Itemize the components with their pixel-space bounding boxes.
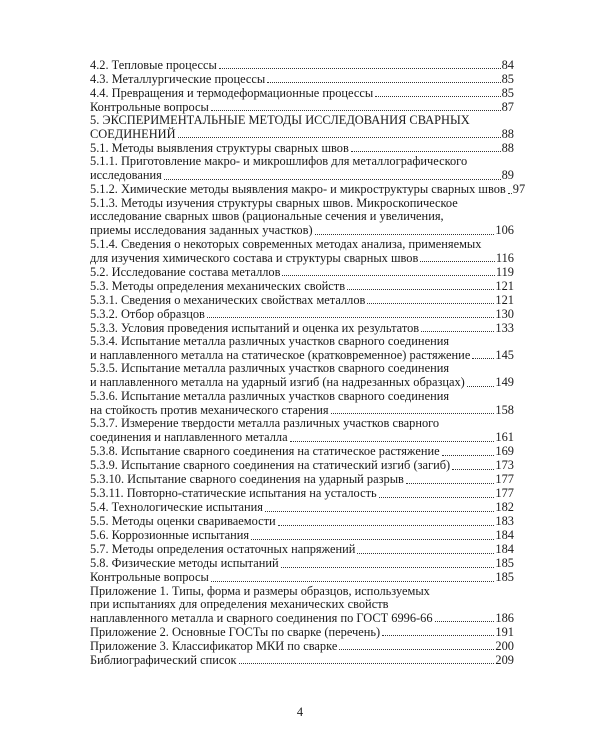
toc-entry[interactable] [90, 100, 514, 114]
toc-page-number: 106 [495, 223, 514, 238]
toc-entry[interactable] [90, 72, 514, 86]
toc-entry-text: соединения и наплавленного металла [90, 430, 288, 445]
dot-leader [435, 611, 495, 622]
dot-leader [347, 279, 494, 290]
toc-entry-text: Библиографический список [90, 653, 237, 668]
toc-page-number: 158 [495, 402, 514, 417]
dot-leader [251, 529, 494, 540]
toc-entry-text: 5.6. Коррозионные испытания [90, 528, 250, 543]
toc-entry[interactable] [90, 459, 514, 473]
toc-entry-text: приемы исследования заданных участков) [90, 223, 313, 238]
toc-entry-text: Приложение 2. Основные ГОСТы по сварке (перечень) [90, 625, 381, 640]
toc-entry-text: 5.3.9. Испытание сварного соединения на статический изгиб (загиб) [90, 458, 451, 473]
dot-leader [315, 224, 495, 235]
toc-page-number: 121 [495, 292, 514, 307]
toc-entry-text: 5. ЭКСПЕРИМЕНТАЛЬНЫЕ МЕТОДЫ ИССЛЕДОВАНИЯ СВАРНЫХ [90, 114, 470, 127]
toc-entry-text: наплавленного металла и сварного соединения по ГОСТ 6996-66 [90, 611, 433, 626]
toc-entry-text: при испытаниях для определения механических свойств [90, 598, 389, 612]
dot-leader [219, 58, 501, 69]
toc-page-number: 185 [495, 570, 514, 585]
dot-leader [239, 653, 495, 664]
toc-entry-text: 5.1.1. Приготовление макро- и микрошлифов для металлографического [90, 155, 468, 169]
toc-entry[interactable] [90, 335, 514, 362]
toc-page-number: 88 [501, 141, 514, 155]
toc-entry-text: 5.1.3. Методы изучения структуры сварных швов. Микроскопическое [90, 196, 458, 210]
toc-page-number: 177 [495, 486, 514, 501]
toc-entry-text: 5.2. Исследование состава металлов [90, 264, 281, 279]
toc-entry-text: и наплавленного металла на ударный изгиб (на надрезанных образцах) [90, 375, 465, 390]
toc-entry-text: 5.7. Методы определения остаточных напряжений [90, 542, 356, 557]
toc-page-number: 87 [501, 99, 514, 114]
toc-page-number: 169 [495, 444, 514, 459]
toc-entry-text: 5.8. Физические методы испытаний [90, 556, 279, 571]
toc-entry-text: 5.1.2. Химические методы выявления макро- и микроструктуры сварных швов [90, 182, 506, 197]
toc-page-number: 97 [512, 182, 526, 197]
dot-leader [339, 639, 494, 650]
dot-leader [357, 543, 494, 554]
toc-page-number: 149 [495, 375, 514, 390]
toc-entry-text: 5.3.5. Испытание металла различных участков сварного соединения [90, 362, 450, 376]
toc-entry[interactable] [90, 114, 514, 141]
dot-leader [420, 251, 495, 262]
toc-entry[interactable] [90, 307, 514, 321]
toc-entry[interactable] [90, 293, 514, 307]
toc-entry[interactable] [90, 473, 514, 487]
toc-entry[interactable] [90, 417, 514, 444]
toc-page-number: 200 [495, 639, 514, 654]
toc-entry-text: 4.3. Металлургические процессы [90, 71, 266, 86]
toc-entry[interactable] [90, 515, 514, 529]
toc-page-number: 184 [495, 542, 514, 557]
dot-leader [211, 100, 501, 111]
table-of-contents [90, 57, 526, 668]
toc-entry-text: 5.3.10. Испытание сварного соединения на ударный разрыв [90, 472, 404, 487]
dot-leader [351, 141, 501, 152]
dot-leader [382, 625, 494, 636]
dot-leader [207, 307, 495, 318]
toc-entry-text: для изучения химического состава и структуры сварных швов [90, 250, 419, 265]
toc-entry[interactable] [90, 445, 514, 459]
toc-page-number: 145 [495, 348, 514, 363]
dot-leader [331, 403, 495, 414]
toc-entry[interactable] [90, 238, 514, 265]
toc-entry[interactable] [90, 529, 514, 543]
toc-entry-text: 5.1.4. Сведения о некоторых современных методах анализа, применяемых [90, 237, 482, 251]
toc-entry[interactable] [90, 487, 514, 501]
toc-entry-text: 5.5. Методы оценки свариваемости [90, 514, 276, 529]
dot-leader [267, 72, 500, 83]
dot-leader [164, 169, 501, 180]
toc-page-number: 121 [495, 278, 514, 293]
dot-leader [290, 431, 495, 442]
toc-entry[interactable] [90, 501, 514, 515]
toc-entry-text: 5.3.3. Условия проведения испытаний и оценка их результатов [90, 320, 420, 335]
page-number: 4 [296, 705, 304, 719]
toc-entry[interactable] [90, 362, 514, 389]
toc-entry-text: 5.1. Методы выявления структуры сварных швов [90, 141, 349, 155]
toc-page-number: 130 [495, 306, 514, 321]
toc-page-number: 183 [495, 514, 514, 529]
toc-entry[interactable] [90, 86, 514, 100]
dot-leader [442, 445, 495, 456]
toc-entry[interactable] [90, 155, 514, 182]
toc-entry[interactable] [90, 585, 514, 626]
toc-entry-text: исследование сварных швов (рациональные сечения и увеличения, [90, 210, 444, 224]
toc-page-number: 191 [495, 625, 514, 640]
toc-entry[interactable] [90, 639, 514, 653]
toc-page-number: 182 [495, 500, 514, 515]
toc-entry[interactable] [90, 197, 514, 238]
toc-entry-text: Приложение 3. Классификатор МКИ по сварке [90, 639, 338, 654]
dot-leader [406, 473, 495, 484]
toc-entry-text: 5.3.8. Испытание сварного соединения на статическое растяжение [90, 444, 440, 459]
toc-entry-text: СОЕДИНЕНИЙ [90, 127, 176, 141]
dot-leader [467, 376, 495, 387]
toc-entry[interactable] [90, 141, 514, 155]
toc-page-number: 173 [495, 458, 514, 473]
dot-leader [282, 265, 494, 276]
toc-entry-text: и наплавленного металла на статическое (кратковременное) растяжение [90, 348, 471, 363]
dot-leader [367, 293, 494, 304]
toc-page-number: 184 [495, 528, 514, 543]
dot-leader [211, 571, 495, 582]
toc-entry[interactable] [90, 543, 514, 557]
dot-leader [278, 515, 495, 526]
dot-leader [452, 459, 494, 470]
toc-page-number: 85 [501, 85, 514, 100]
dot-leader [375, 86, 500, 97]
toc-page-number: 84 [501, 57, 514, 72]
dot-leader [265, 501, 494, 512]
toc-entry-text: 5.4. Технологические испытания [90, 500, 263, 515]
toc-page-number: 161 [495, 430, 514, 445]
toc-page-number: 186 [495, 611, 514, 626]
toc-entry-text: на стойкость против механического старения [90, 402, 329, 417]
dot-leader [508, 183, 512, 194]
toc-entry-text: исследования [90, 168, 162, 183]
toc-entry[interactable] [90, 58, 514, 72]
toc-entry[interactable] [90, 390, 514, 417]
toc-entry-text: 5.3.6. Испытание металла различных участков сварного соединения [90, 389, 450, 403]
dot-leader [421, 321, 494, 332]
dot-leader [472, 348, 494, 359]
toc-entry[interactable] [90, 265, 514, 279]
toc-entry-text: 5.3.1. Сведения о механических свойствах металлов [90, 292, 366, 307]
toc-entry-text: Контрольные вопросы [90, 570, 209, 585]
toc-entry[interactable] [90, 321, 514, 335]
toc-page-number: 116 [495, 250, 514, 265]
toc-entry-text: 5.3.11. Повторно-статические испытания на усталость [90, 486, 377, 501]
toc-page-number: 209 [495, 653, 514, 668]
toc-entry[interactable] [90, 557, 514, 571]
toc-entry[interactable] [90, 625, 514, 639]
dot-leader [379, 487, 495, 498]
dot-leader [178, 127, 501, 138]
toc-page-number: 85 [501, 71, 514, 86]
toc-entry[interactable] [90, 279, 514, 293]
toc-entry-text: 4.2. Тепловые процессы [90, 57, 217, 72]
toc-page-number: 177 [495, 472, 514, 487]
toc-entry[interactable] [90, 653, 514, 667]
toc-page-number: 88 [501, 127, 514, 141]
toc-page-number: 119 [495, 264, 514, 279]
toc-entry[interactable] [90, 182, 526, 197]
toc-page-number: 89 [501, 168, 514, 183]
toc-entry-text: 5.3.4. Испытание металла различных участков сварного соединения [90, 335, 450, 349]
toc-entry-text: Приложение 1. Типы, форма и размеры образцов, используемых [90, 584, 430, 598]
toc-page-number: 185 [495, 556, 514, 571]
toc-entry[interactable] [90, 571, 514, 585]
toc-entry-text: 5.3.2. Отбор образцов [90, 306, 205, 321]
dot-leader [281, 557, 495, 568]
toc-page-number: 133 [495, 320, 514, 335]
toc-entry-text: 5.3. Методы определения механических свойств [90, 278, 346, 293]
toc-entry-text: 4.4. Превращения и термодеформационные процессы [90, 85, 374, 100]
toc-entry-text: Контрольные вопросы [90, 99, 209, 114]
toc-entry-text: 5.3.7. Измерение твердости металла различных участков сварного [90, 417, 440, 431]
